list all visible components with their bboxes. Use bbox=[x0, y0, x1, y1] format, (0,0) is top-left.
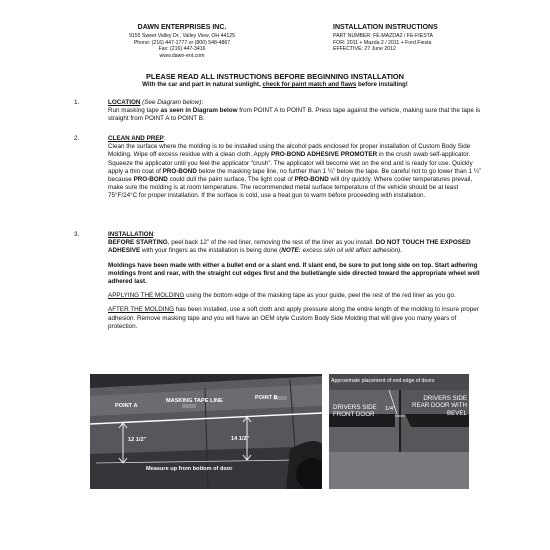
company-fax: Fax: (216) 447-3416 bbox=[158, 46, 206, 53]
text-run-bold: as seen in Diagram below bbox=[160, 107, 238, 115]
door-detail-illustration bbox=[329, 374, 469, 489]
text-run: with your fingers as the installation is being done ( bbox=[140, 247, 282, 255]
text-run-underlined: AFTER THE MOLDING bbox=[108, 306, 175, 314]
text-run: Clean the surface where the molding is to be installed using the alcohol pads enclosed for proper installation of Custom Body Side Molding. Wipe off excess residue with a clean cloth. Apply bbox=[108, 143, 471, 159]
drivers-front-door-label: DRIVERS SIDE FRONT DOOR bbox=[333, 404, 377, 419]
step-number: 3. bbox=[74, 231, 80, 238]
point-a-label: POINT A bbox=[115, 403, 138, 409]
drivers-rear-door-label: DRIVERS SIDE REAR DOOR WITH BEVEL bbox=[412, 395, 467, 417]
step-title: INSTALLATION bbox=[108, 231, 154, 238]
step-title-note: (See Diagram below) bbox=[140, 99, 202, 106]
step-body bbox=[108, 143, 483, 200]
text-run: , peel back 12” of the red liner, removing the rest of the liner as you install. bbox=[167, 239, 376, 247]
step-title: LOCATION bbox=[108, 99, 141, 106]
text-run: has been installed, use a soft cloth and apply pressure along the entire length of the molding to insure proper adhesion. Remove masking tape and you will have an OEM style Custom Body Side Molding that will give you many years of protection. bbox=[108, 306, 479, 330]
text-run-bold: PRO-BOND bbox=[133, 176, 168, 184]
banner-heading: PLEASE READ ALL INSTRUCTIONS BEFORE BEGINNING INSTALLATION bbox=[146, 72, 404, 81]
step-body-applying bbox=[108, 292, 483, 300]
company-website: www.dawn-ent.com bbox=[159, 52, 205, 59]
text-run: using the bottom edge of the masking tape as your guide, peel the rest of the red liner as you go. bbox=[184, 292, 456, 300]
point-b-label: POINT B bbox=[255, 395, 278, 401]
step-body-moldings bbox=[108, 262, 483, 287]
warning-banner bbox=[60, 72, 490, 89]
text-run-bold: PRO-BOND bbox=[294, 176, 329, 184]
step-title: CLEAN AND PREP bbox=[108, 135, 164, 142]
banner-sub-underlined: check for paint match and flaws bbox=[262, 81, 357, 88]
colon: : bbox=[201, 99, 204, 106]
banner-sub-end: before installing! bbox=[356, 81, 408, 88]
front-measurement-label: 12 1/2" bbox=[128, 437, 147, 443]
vehicle-fitment: FOR: 2011 + Mazda 2 / 2011 + Ford Fiesta bbox=[333, 39, 432, 46]
text-run-bold: DO NOT TOUCH THE EXPOSED ADHESIVE bbox=[108, 239, 471, 255]
rear-measurement-label: 14 1/2" bbox=[231, 436, 250, 442]
company-address: 9155 Sweet Valley Dr., Valley View, OH 44125 bbox=[128, 33, 236, 39]
text-run-bold: PRO-BOND ADHESIVE PROMOTER bbox=[271, 151, 378, 159]
masking-tape-line-label: MASKING TAPE LINE bbox=[166, 398, 223, 404]
company-header bbox=[92, 24, 272, 59]
colon: : bbox=[153, 231, 155, 238]
text-run: will dry quickly. Where cooler temperatures prevail, make sure the molding is at room temperature. The recommended metal surface temperature of the vehicle should be at least 75°F/24°C for proper installation. If the surface is cold, use a heat gun to warm before proceeding with installation. bbox=[108, 176, 473, 200]
text-run: in the crush swab self-applicator. Squeeze the applicator until you feel the applicator “crush”. The applicator will become wet on the end and is ready for use. Quickly apply a thin coat of bbox=[108, 151, 473, 175]
car-side-diagram bbox=[90, 374, 322, 489]
banner-sub-text: With the car and part in natural sunlight, bbox=[142, 81, 263, 88]
document-info-header bbox=[333, 24, 503, 53]
text-run-bold: Moldings have been made with either a bullet end or a slant end. If slant end, be sure to put long side on top. Start adhering moldings front and rear, with the straight cut edges first and the bullet/angle side directed toward the appropriate wheel well adhered last. bbox=[108, 261, 480, 286]
note-text: excess skin oil will affect adhesion). bbox=[300, 247, 403, 255]
text-run-bold: BEFORE STARTING bbox=[108, 239, 168, 247]
document-title: INSTALLATION INSTRUCTIONS bbox=[333, 24, 438, 31]
text-run-bold: PRO-BOND bbox=[162, 167, 197, 175]
note-label: NOTE: bbox=[281, 247, 301, 255]
step-number: 2. bbox=[74, 135, 80, 142]
company-name: DAWN ENTERPRISES INC. bbox=[137, 24, 227, 31]
gap-label: 1/4" bbox=[385, 406, 396, 412]
effective-date: EFFECTIVE: 27 June 2012 bbox=[333, 46, 396, 53]
part-number: PART NUMBER: FE-MAZDA2 / FE-FIESTA bbox=[333, 33, 433, 39]
door-caption: Approximate placement of end edge of doors bbox=[331, 378, 435, 384]
company-phone: Phone: (216) 447-1777 or (800) 548-4867 bbox=[133, 39, 231, 46]
measure-caption: Measure up from bottom of door bbox=[146, 466, 233, 472]
text-run: from POINT A to POINT B. Press tape against the vehicle, making sure that the tape is straight from POINT A to POINT B. bbox=[108, 107, 481, 123]
text-run: below the masking tape line, no further than 1 ¼” below the tape. Be careful not to go lower than 1 ¼” because bbox=[108, 167, 482, 184]
step-body-after bbox=[108, 306, 483, 331]
step-body-before-starting bbox=[108, 239, 483, 255]
text-run-underlined: APPLYING THE MOLDING bbox=[108, 292, 185, 300]
door-detail-diagram bbox=[329, 374, 469, 489]
banner-subheading bbox=[60, 81, 490, 89]
text-run: could dull the paint surface. The light coat of bbox=[167, 176, 295, 184]
colon: : bbox=[163, 135, 166, 142]
step-body bbox=[108, 107, 483, 123]
step-number: 1. bbox=[74, 99, 80, 106]
text-run: Run masking tape bbox=[108, 107, 161, 115]
